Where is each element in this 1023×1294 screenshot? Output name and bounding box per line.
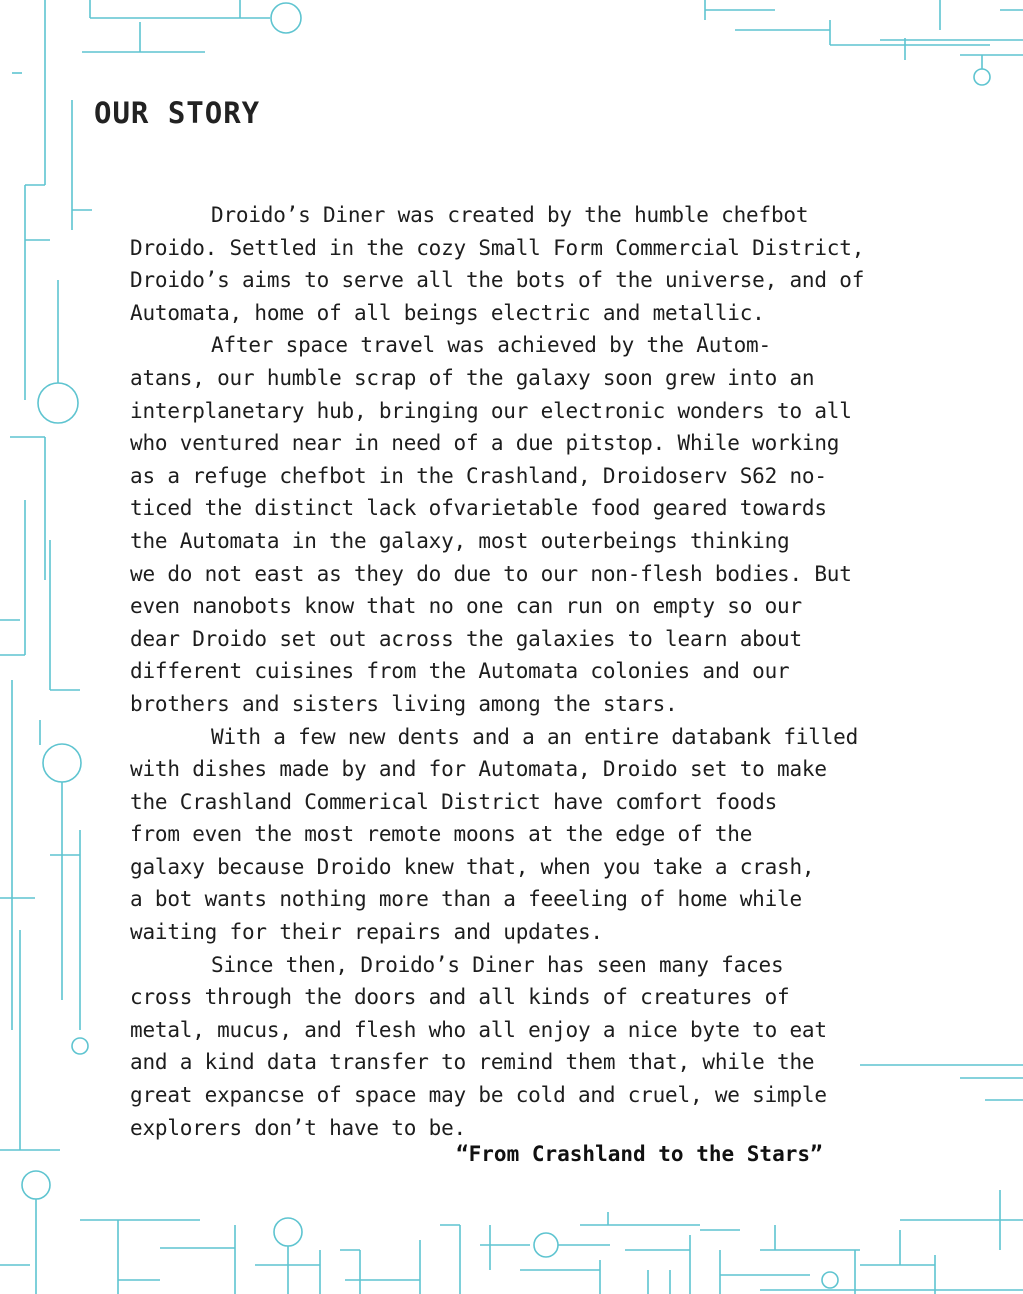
story-line: atans, our humble scrap of the galaxy soon grew into an <box>130 365 815 390</box>
story-line: Droido’s aims to serve all the bots of the universe, and of <box>130 268 865 293</box>
story-line: ticed the distinct lack ofvarietable food geared towards <box>130 496 827 521</box>
story-line: explorers don’t have to be. <box>130 1115 466 1140</box>
story-line: with dishes made by and for Automata, Droido set to make <box>130 757 827 782</box>
story-line: waiting for their repairs and updates. <box>130 920 603 945</box>
story-line: Automata, home of all beings electric and metallic. <box>130 300 765 325</box>
story-line: different cuisines from the Automata colonies and our <box>130 659 790 684</box>
story-line: who ventured near in need of a due pitstop. While working <box>130 431 840 456</box>
story-line: With a few new dents and a an entire databank filled <box>211 724 859 749</box>
story-line: brothers and sisters living among the stars. <box>130 691 678 716</box>
story-line: the Crashland Commerical District have comfort foods <box>130 789 778 814</box>
story-line: the Automata in the galaxy, most outerbeings thinking <box>130 528 790 553</box>
story-line: cross through the doors and all kinds of creatures of <box>130 985 790 1010</box>
story-line: Droido’s Diner was created by the humble chefbot <box>211 203 809 227</box>
story-line: metal, mucus, and flesh who all enjoy a nice byte to eat <box>130 1017 827 1042</box>
story-line: interplanetary hub, bringing our electronic wonders to all <box>130 398 852 423</box>
story-line: great expancse of space may be cold and cruel, we simple <box>130 1083 827 1108</box>
story-line: galaxy because Droido knew that, when you take a crash, <box>130 854 815 879</box>
story-body <box>130 199 910 1144</box>
story-line: and a kind data transfer to remind them that, while the <box>130 1050 815 1075</box>
page-title: OUR STORY <box>94 96 261 130</box>
story-line: Droido. Settled in the cozy Small Form Commercial District, <box>130 235 865 260</box>
story-line: dear Droido set out across the galaxies to learn about <box>130 626 802 651</box>
story-line: we do not east as they do due to our non-flesh bodies. But <box>130 561 852 586</box>
story-line: from even the most remote moons at the edge of the <box>130 822 753 847</box>
story-line: a bot wants nothing more than a feeeling of home while <box>130 887 802 912</box>
story-line: as a refuge chefbot in the Crashland, Droidoserv S62 no- <box>130 463 827 488</box>
story-line: even nanobots know that no one can run on empty so our <box>130 594 802 619</box>
story-line: Since then, Droido’s Diner has seen many faces <box>211 952 784 977</box>
story-line: After space travel was achieved by the Autom- <box>211 333 771 358</box>
motto-quote: “From Crashland to the Stars” <box>456 1142 823 1166</box>
